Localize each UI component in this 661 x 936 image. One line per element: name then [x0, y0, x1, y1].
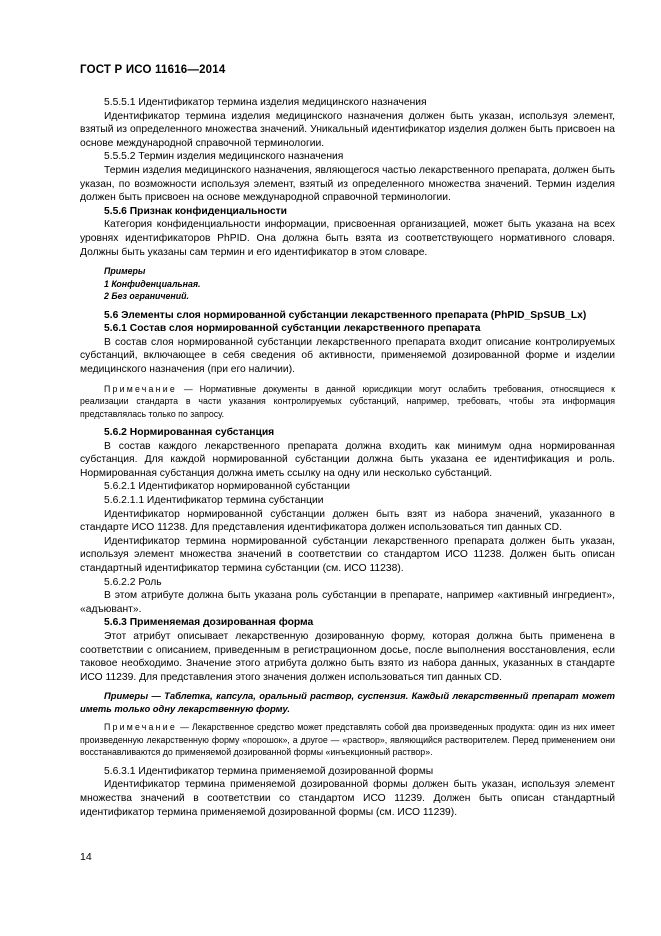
examples-text: Примеры — Таблетка, капсула, оральный раствор, суспензия. Каждый лекарственный препарат может иметь только одну лекарственную форму. — [80, 690, 615, 714]
note-text: — Нормативные документы в данной юрисдикции могут ослабить требования, относящиеся к реализации стандарта в части указания контролируемых субстанций, например, требовать, чтобы эта информация представлялась только по запросу. — [80, 383, 615, 419]
paragraph: В этом атрибуте должна быть указана роль субстанции в препарате, например «активный ингредиент», «адъювант». — [80, 590, 615, 615]
example-item: 2 Без ограничений. — [104, 291, 189, 302]
note — [80, 383, 615, 421]
paragraph: Идентификатор термина изделия медицинского назначения должен быть указан, используя элемент, взятый из определенного множества значений. Уникальный идентификатор изделия должен быть присвоен на основе международной справочной терминологии. — [80, 110, 615, 149]
paragraph: Идентификатор термина нормированной субстанции лекарственного препарата должен быть указан, используя элемент множества значений в соответствии со стандартом ИСО 11238. Должен быть описан стандартный идентификатор термина субстанции (см. ИСО 11238). — [80, 535, 615, 575]
subsection-heading: 5.6.3.1 Идентификатор термина применяемой дозированной формы — [104, 765, 434, 777]
note-label: Примечание — [104, 722, 177, 733]
paragraph: Идентификатор нормированной субстанции должен быть взят из набора значений, указанного в стандарте ИСО 11238. Для представления идентификатора должен использоваться тип данных CD. — [80, 508, 615, 534]
paragraph: В состав каждого лекарственного препарата должна входить как минимум одна нормированная субстанция. Для каждой нормированной субстанции должна быть указана ее идентификация и роль. Нормированная субстанция должна иметь ссылку на одну или несколько субстанций. — [80, 440, 615, 479]
subsection-heading: 5.5.5.2 Термин изделия медицинского назначения — [104, 151, 344, 163]
page-number: 14 — [80, 851, 92, 863]
section-heading: 5.6.2 Нормированная субстанция — [104, 427, 275, 439]
paragraph: Категория конфиденциальности информации, присвоенная организацией, может быть указана на всех уровнях идентификаторов PhPID. Она должна быть взята из соответствующего нормативного словаря. Должны быть указаны сам термин и его идентификатор в этом словаре. — [80, 219, 615, 258]
section-heading: 5.6.3 Применяемая дозированная форма — [104, 617, 314, 629]
note-label: Примечание — [104, 383, 177, 394]
page-content — [80, 96, 615, 819]
example-item: 1 Конфиденциальная. — [104, 278, 201, 289]
subsection-heading: 5.6.2.2 Роль — [104, 576, 162, 588]
note — [80, 721, 615, 759]
paragraph: Этот атрибут описывает лекарственную дозированную форму, которая должна быть применена в соответствии с описанием, приведенным в регистрационном досье, после выполнения восстановления, если таковое необходимо. Значение этого атрибута должно быть взято из набора данных, указанных в стандарте ИСО 11239. Для представления этого значения должен использоваться тип данных CD. — [80, 631, 615, 683]
paragraph: Термин изделия медицинского назначения, являющегося частью лекарственного препарата, должен быть указан, по возможности используя элемент, взятый из определенного множества значений. Термин изделия должен быть присвоен на основе международной справочной терминологии. — [80, 164, 615, 204]
paragraph: В состав слоя нормированной субстанции лекарственного препарата входит описание контролируемых субстанций, включающее в себя сведения об активности, применяемой дозированной форме и изделии медицинского назначения (при его наличии). — [80, 336, 615, 375]
examples-label: Примеры — [104, 266, 146, 277]
section-heading: 5.6 Элементы слоя нормированной субстанции лекарственного препарата (PhPID_SpSUB_Lx) — [104, 309, 587, 321]
section-heading: 5.5.6 Признак конфиденциальности — [104, 205, 287, 217]
paragraph: Идентификатор термина применяемой дозированной формы должен быть указан, используя элемент множества значений в соответствии со стандартом ИСО 11239. Должен быть описан стандартный идентификатор термина применяемой дозированной формы (см. ИСО 11239). — [80, 779, 615, 818]
note-text: — Лекарственное средство может представлять собой два произведенных продукта: один из них имеет произведенную лекарственную форму «порошок», а другое — «раствор», являющийся растворителем. Перед применением они восстанавливаются до применяемой дозированной формы «инъекционный раствор». — [80, 722, 615, 758]
subsection-heading: 5.6.2.1 Идентификатор нормированной субстанции — [104, 481, 350, 493]
section-heading: 5.6.1 Состав слоя нормированной субстанции лекарственного препарата — [104, 323, 481, 335]
subsection-heading: 5.5.5.1 Идентификатор термина изделия медицинского назначения — [104, 97, 427, 108]
page-header-title: ГОСТ Р ИСО 11616—2014 — [80, 64, 226, 76]
subsection-heading: 5.6.2.1.1 Идентификатор термина субстанции — [104, 495, 324, 507]
